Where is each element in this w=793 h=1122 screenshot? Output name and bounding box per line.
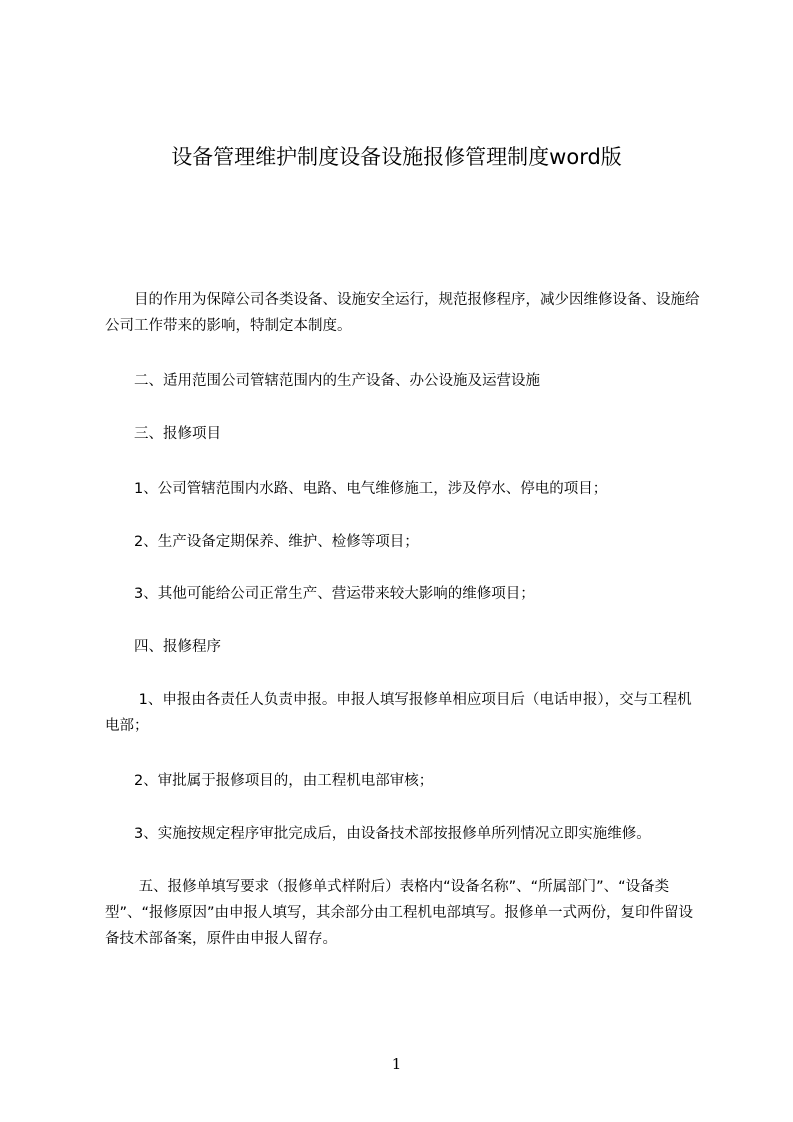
paragraph-scope: 二、适用范围公司管辖范围内的生产设备、办公设施及运营设施 xyxy=(105,373,540,389)
paragraph-repair-item-2: 2、生产设备定期保养、维护、检修等项目； xyxy=(105,534,419,550)
paragraph-purpose: 目的作用为保障公司各类设备、设施安全运行，规范报修程序，减少因维修设备、设施给公司工作带来的影响，特制定本制度。 xyxy=(105,292,700,334)
paragraph-procedure-1: 1、申报由各责任人负责申报。申报人填写报修单相应项目后（电话申报），交与工程机电部； xyxy=(105,692,692,734)
paragraph-procedure-3: 3、实施按规定程序审批完成后，由设备技术部按报修单所列情况立即实施维修。 xyxy=(105,826,651,842)
paragraph-repair-item-3: 3、其他可能给公司正常生产、营运带来较大影响的维修项目； xyxy=(105,586,535,602)
paragraph-form-requirements: 五、报修单填写要求（报修单式样附后）表格内“设备名称”、“所属部门”、“设备类型”、“报修原因”由申报人填写，其余部分由工程机电部填写。报修单一式两份，复印件留设备技术部备案，原件由申报人留存。 xyxy=(105,879,694,947)
document-title: 设备管理维护制度设备设施报修管理制度word版 xyxy=(171,145,622,169)
paragraph-procedure-heading: 四、报修程序 xyxy=(105,639,221,655)
paragraph-repair-item-1: 1、公司管辖范围内水路、电路、电气维修施工，涉及停水、停电的项目； xyxy=(105,481,608,497)
paragraph-procedure-2: 2、审批属于报修项目的，由工程机电部审核； xyxy=(105,773,434,789)
page-number: 1 xyxy=(391,1055,402,1073)
paragraph-repair-items-heading: 三、报修项目 xyxy=(105,426,221,442)
